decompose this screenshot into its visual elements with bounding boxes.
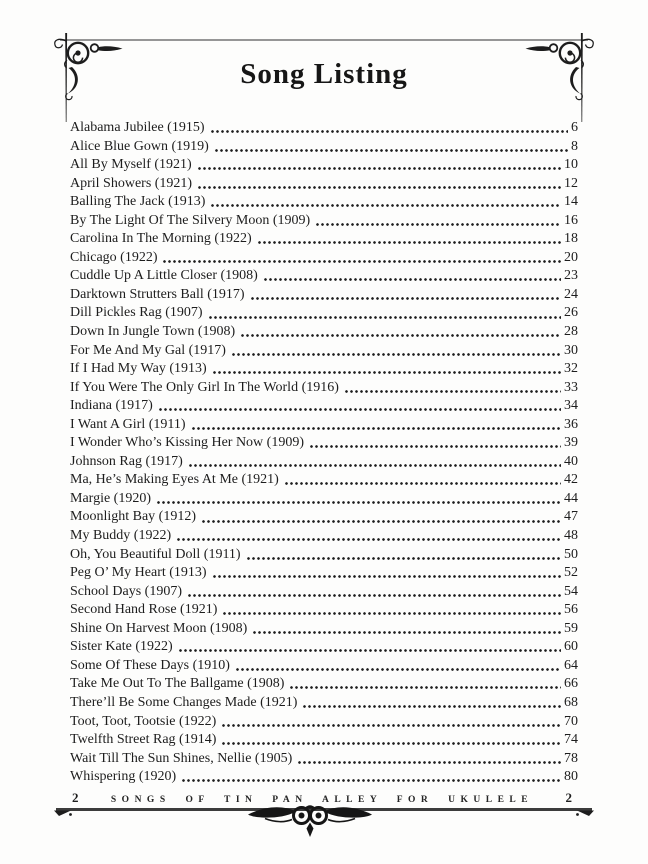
- dot-leader: [177, 638, 561, 657]
- song-page-number: 8: [571, 138, 578, 154]
- song-page-number: 36: [564, 416, 578, 432]
- dot-leader: [207, 304, 561, 323]
- dot-leader: [190, 416, 561, 435]
- toc-entry: [70, 546, 578, 565]
- scroll-flourish-icon: [245, 802, 375, 840]
- song-label: Ma, He’s Making Eyes At Me (1921): [70, 472, 279, 488]
- dot-leader: [220, 713, 561, 732]
- toc-entry: [70, 360, 578, 379]
- rule-endcap-icon: [574, 810, 594, 820]
- toc-entry: [70, 620, 578, 639]
- song-label: Carolina In The Morning (1922): [70, 231, 252, 247]
- toc-entry: [70, 323, 578, 342]
- song-page-number: 54: [564, 583, 578, 599]
- toc-entry: [70, 379, 578, 398]
- toc-entry: [70, 212, 578, 231]
- toc-entry: [70, 638, 578, 657]
- toc-entry: [70, 583, 578, 602]
- song-page-number: 50: [564, 546, 578, 562]
- dot-leader: [239, 323, 561, 342]
- song-label: Some Of These Days (1910): [70, 657, 230, 673]
- song-page-number: 32: [564, 361, 578, 377]
- song-label: Down In Jungle Town (1908): [70, 324, 236, 340]
- rule-endcap-icon: [54, 810, 74, 820]
- song-label: Alice Blue Gown (1919): [70, 138, 209, 154]
- song-label: If You Were The Only Girl In The World (1916): [70, 379, 339, 395]
- song-page-number: 33: [564, 379, 578, 395]
- footer-page-number-right: 2: [565, 790, 572, 805]
- song-page-number: 68: [564, 694, 578, 710]
- dot-leader: [155, 490, 561, 509]
- toc-entry: [70, 527, 578, 546]
- top-border-rule: [60, 39, 588, 41]
- song-page-number: 39: [564, 435, 578, 451]
- toc-entry: [70, 138, 578, 157]
- toc-entry: [70, 342, 578, 361]
- song-page-number: 59: [564, 620, 578, 636]
- dot-leader: [196, 156, 561, 175]
- toc-entry: [70, 156, 578, 175]
- song-page-number: 48: [564, 528, 578, 544]
- song-label: Chicago (1922): [70, 249, 158, 265]
- song-label: Whispering (1920): [70, 769, 177, 785]
- song-page-number: 60: [564, 639, 578, 655]
- song-label: Second Hand Rose (1921): [70, 602, 218, 618]
- song-label: Indiana (1917): [70, 398, 153, 414]
- song-label: Alabama Jubilee (1915): [70, 120, 205, 135]
- dot-leader: [288, 675, 561, 694]
- dot-leader: [161, 249, 561, 268]
- dot-leader: [221, 601, 561, 620]
- toc-entry: [70, 175, 578, 194]
- song-label: I Want A Girl (1911): [70, 416, 186, 432]
- song-page-number: 18: [564, 231, 578, 247]
- dot-leader: [209, 119, 568, 138]
- song-page-number: 12: [564, 175, 578, 191]
- dot-leader: [234, 657, 561, 676]
- song-label: Johnson Rag (1917): [70, 453, 183, 469]
- song-page-number: 52: [564, 565, 578, 581]
- song-label: I Wonder Who’s Kissing Her Now (1909): [70, 435, 304, 451]
- dot-leader: [186, 583, 561, 602]
- song-label: Moonlight Bay (1912): [70, 509, 196, 525]
- song-page-number: 16: [564, 212, 578, 228]
- dot-leader: [245, 546, 561, 565]
- dot-leader: [256, 230, 561, 249]
- toc-entry: [70, 416, 578, 435]
- song-label: Balling The Jack (1913): [70, 194, 206, 210]
- song-page-number: 42: [564, 472, 578, 488]
- song-label: Wait Till The Sun Shines, Nellie (1905): [70, 750, 293, 766]
- dot-leader: [343, 379, 561, 398]
- toc-entry: [70, 713, 578, 732]
- toc-entry: [70, 508, 578, 527]
- toc-entry: [70, 286, 578, 305]
- song-label: Toot, Toot, Tootsie (1922): [70, 713, 217, 729]
- song-label: Take Me Out To The Ballgame (1908): [70, 676, 285, 692]
- song-label: By The Light Of The Silvery Moon (1909): [70, 212, 311, 228]
- toc-entry: [70, 193, 578, 212]
- song-page-number: 14: [564, 194, 578, 210]
- song-page-number: 10: [564, 157, 578, 173]
- song-page-number: 44: [564, 490, 578, 506]
- song-label: Shine On Harvest Moon (1908): [70, 620, 248, 636]
- dot-leader: [230, 342, 561, 361]
- song-page-number: 78: [564, 750, 578, 766]
- footer-page-number-left: 2: [72, 790, 79, 805]
- dot-leader: [262, 267, 561, 286]
- dot-leader: [283, 471, 561, 490]
- dot-leader: [220, 731, 561, 750]
- song-label: There’ll Be Some Changes Made (1921): [70, 694, 298, 710]
- dot-leader: [157, 397, 561, 416]
- song-page-number: 66: [564, 676, 578, 692]
- toc-entry: [70, 453, 578, 472]
- song-page-number: 6: [571, 120, 578, 135]
- toc-entry: [70, 564, 578, 583]
- toc-entry: [70, 750, 578, 769]
- song-page-number: 26: [564, 305, 578, 321]
- toc-entry: [70, 768, 578, 787]
- dot-leader: [211, 360, 561, 379]
- dot-leader: [187, 453, 561, 472]
- dot-leader: [209, 193, 561, 212]
- toc-entry: [70, 434, 578, 453]
- song-label: Darktown Strutters Ball (1917): [70, 286, 245, 302]
- toc-entry: [70, 471, 578, 490]
- dot-leader: [308, 434, 561, 453]
- song-page-number: 28: [564, 324, 578, 340]
- dot-leader: [301, 694, 561, 713]
- toc-entry: [70, 119, 578, 138]
- dot-leader: [213, 138, 568, 157]
- song-page-number: 47: [564, 509, 578, 525]
- page-title: Song Listing: [240, 58, 408, 90]
- toc-entry: [70, 657, 578, 676]
- dot-leader: [249, 286, 561, 305]
- song-page-number: 40: [564, 453, 578, 469]
- song-label: Dill Pickles Rag (1907): [70, 305, 203, 321]
- song-page-number: 34: [564, 398, 578, 414]
- song-page-number: 23: [564, 268, 578, 284]
- song-label: My Buddy (1922): [70, 528, 172, 544]
- toc-entry: [70, 694, 578, 713]
- song-page-number: 74: [564, 732, 578, 748]
- song-page-number: 80: [564, 769, 578, 785]
- dot-leader: [180, 768, 561, 787]
- song-label: April Showers (1921): [70, 175, 193, 191]
- song-label: Peg O’ My Heart (1913): [70, 565, 207, 581]
- song-label: Oh, You Beautiful Doll (1911): [70, 546, 241, 562]
- dot-leader: [314, 212, 561, 231]
- song-label: Sister Kate (1922): [70, 639, 173, 655]
- song-list: [70, 119, 578, 787]
- song-page-number: 20: [564, 249, 578, 265]
- song-page-number: 56: [564, 602, 578, 618]
- song-label: All By Myself (1921): [70, 157, 192, 173]
- toc-entry: [70, 230, 578, 249]
- dot-leader: [211, 564, 561, 583]
- song-label: Margie (1920): [70, 490, 151, 506]
- toc-entry: [70, 675, 578, 694]
- song-page-number: 30: [564, 342, 578, 358]
- toc-entry: [70, 397, 578, 416]
- song-label: Twelfth Street Rag (1914): [70, 732, 217, 748]
- dot-leader: [296, 750, 561, 769]
- toc-entry: [70, 304, 578, 323]
- song-page-number: 64: [564, 657, 578, 673]
- song-label: School Days (1907): [70, 583, 182, 599]
- dot-leader: [175, 527, 561, 546]
- song-label: Cuddle Up A Little Closer (1908): [70, 268, 258, 284]
- toc-entry: [70, 267, 578, 286]
- song-label: For Me And My Gal (1917): [70, 342, 226, 358]
- song-page-number: 24: [564, 286, 578, 302]
- dot-leader: [196, 175, 561, 194]
- toc-entry: [70, 601, 578, 620]
- footer-series-title: SONGS OF TIN PAN ALLEY FOR UKULELE: [110, 795, 534, 805]
- song-page-number: 70: [564, 713, 578, 729]
- toc-entry: [70, 731, 578, 750]
- song-label: If I Had My Way (1913): [70, 361, 207, 377]
- dot-leader: [200, 508, 561, 527]
- toc-entry: [70, 249, 578, 268]
- dot-leader: [251, 620, 561, 639]
- toc-entry: [70, 490, 578, 509]
